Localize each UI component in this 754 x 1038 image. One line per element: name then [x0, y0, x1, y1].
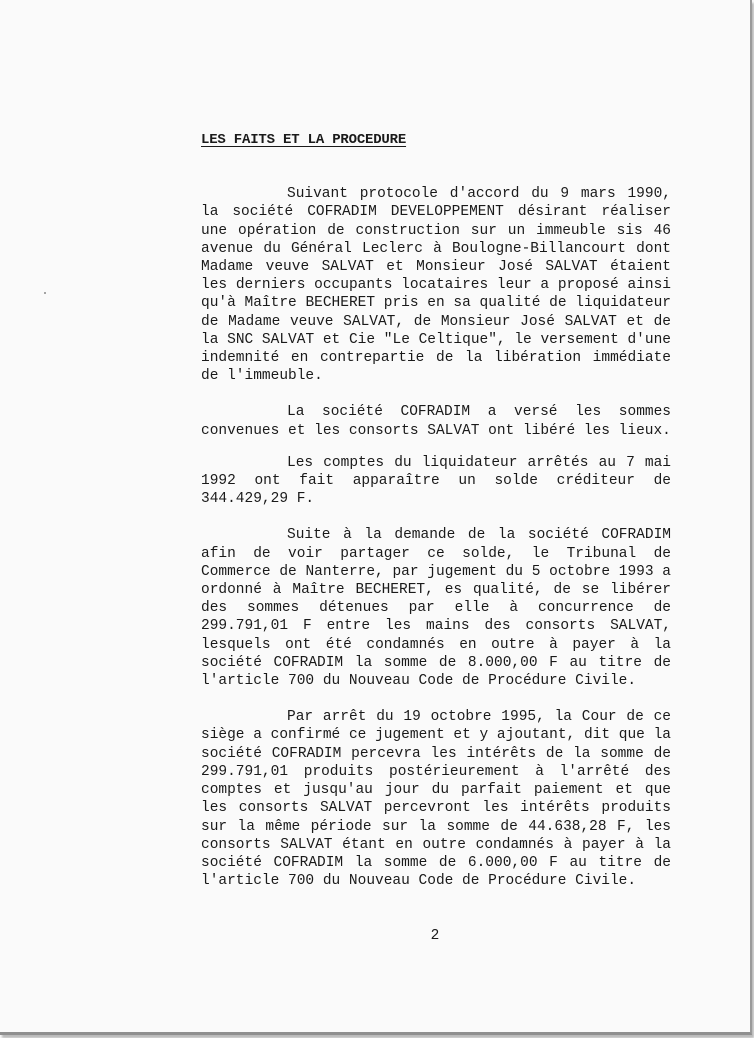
paragraph-appeal: Par arrêt du 19 octobre 1995, la Cour de ce siège a confirmé ce jugement et y ajoutant, dit que la société COFRADIM percevra les intérêts de la somme de 299.791,01 produits postérieurement à l'arrêté des comptes et jusqu'au jour du parfait paiement et que les consorts SALVAT percevront les intérêts produits sur la même période sur la somme de 44.638,28 F, les consorts SALVAT étant en outre condamnés à payer à la société COFRADIM la somme de 6.000,00 F au titre de l'article 700 du Nouveau Code de Procédure Civile. — [201, 709, 671, 890]
paragraph-accounts: Les comptes du liquidateur arrêtés au 7 mai 1992 ont fait apparaître un solde créditeur de 344.429,29 F. — [201, 454, 671, 508]
section-heading: LES FAITS ET LA PROCEDURE — [201, 132, 407, 148]
paragraph-payment: La société COFRADIM a versé les sommes convenues et les consorts SALVAT ont libéré les lieux. — [201, 404, 671, 439]
scan-speck — [44, 292, 46, 294]
paragraph-judgment: Suite à la demande de la société COFRADIM afin de voir partager ce solde, le Tribunal de Commerce de Nanterre, par jugement du 5 octobre 1993 a ordonné à Maître BECHERET, es qualité, de se libérer des sommes détenues par elle à concurrence de 299.791,01 F entre les mains des consorts SALVAT, lesquels ont été condamnés en outre à payer à la société COFRADIM la somme de 8.000,00 F au titre de l'article 700 du Nouveau Code de Procédure Civile. — [201, 527, 671, 690]
paragraph-protocol: Suivant protocole d'accord du 9 mars 1990, la société COFRADIM DEVELOPPEMENT désirant réaliser une opération de construction sur un immeuble sis 46 avenue du Général Leclerc à Boulogne-Billancourt dont Madame veuve SALVAT et Monsieur José SALVAT étaient les derniers occupants locataires leur a proposé ainsi qu'à Maître BECHERET pris en sa qualité de liquidateur de Madame veuve SALVAT, de Monsieur José SALVAT et de la SNC SALVAT et Cie "Le Celtique", le versement d'une indemnité en contrepartie de la libération immédiate de l'immeuble. — [201, 186, 671, 385]
page-number: 2 — [430, 928, 440, 944]
document-body — [201, 131, 671, 890]
